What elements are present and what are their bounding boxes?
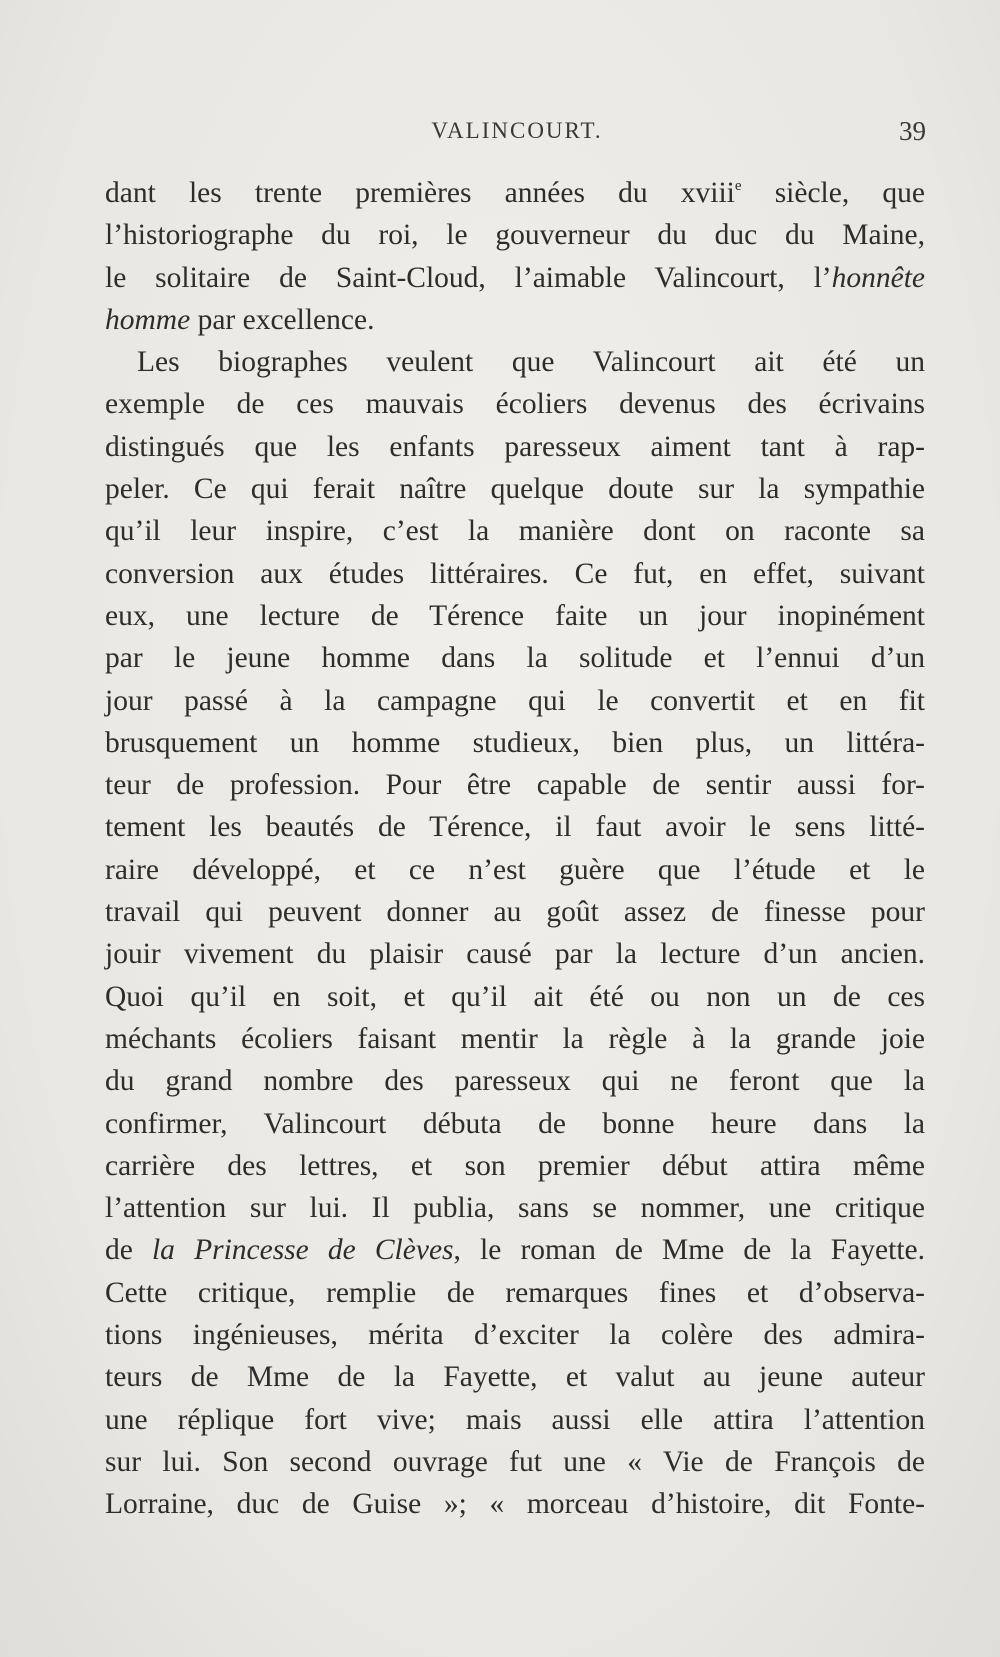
text-line xyxy=(105,680,925,722)
text-run: une réplique fort vive; mais aussi elle attira l’attention xyxy=(105,1403,925,1436)
text-line xyxy=(105,849,925,891)
text-line xyxy=(105,214,925,256)
text-line xyxy=(105,1272,925,1314)
text-line xyxy=(105,1018,925,1060)
text-line xyxy=(105,1103,925,1145)
text-run: méchants écoliers faisant mentir la règle à la grande joie xyxy=(105,1022,925,1055)
text-run: Cette critique, remplie de remarques fines et d’observa- xyxy=(105,1276,925,1309)
text-line xyxy=(105,764,925,806)
text-line xyxy=(105,426,925,468)
text-line xyxy=(105,1441,925,1483)
text-line xyxy=(105,976,925,1018)
text-run: raire développé, et ce n’est guère que l’étude et le xyxy=(105,853,925,886)
text-line xyxy=(105,1399,925,1441)
text-run: distingués que les enfants paresseux aiment tant à rap- xyxy=(105,430,925,463)
text-line xyxy=(105,891,925,933)
text-run: tions ingénieuses, mérita d’exciter la colère des admira- xyxy=(105,1319,925,1352)
text-run: brusquement un homme studieux, bien plus, un littéra- xyxy=(105,726,925,759)
text-line xyxy=(105,1145,925,1187)
text-run: teur de profession. Pour être capable de sentir aussi for- xyxy=(105,769,925,802)
text-run: conversion aux études littéraires. Ce fut, en effet, suivant xyxy=(105,557,925,590)
text-line xyxy=(105,933,925,975)
text-line xyxy=(105,806,925,848)
text-line xyxy=(105,1314,925,1356)
text-line xyxy=(105,1356,925,1398)
text-run: confirmer, Valincourt débuta de bonne heure dans la xyxy=(105,1107,925,1140)
text-line xyxy=(105,299,925,341)
text-line xyxy=(105,1229,925,1271)
text-line xyxy=(105,257,925,299)
text-line xyxy=(105,468,925,510)
text-run: jouir vivement du plaisir causé par la lecture d’un ancien. xyxy=(105,938,925,971)
text-run: teurs de Mme de la Fayette, et valut au jeune auteur xyxy=(105,1361,925,1394)
text-run: qu’il leur inspire, c’est la manière dont on raconte sa xyxy=(105,515,925,548)
text-line xyxy=(105,341,925,383)
text-run: carrière des lettres, et son premier début attira même xyxy=(105,1149,925,1182)
text-line xyxy=(105,510,925,552)
text-line xyxy=(105,1060,925,1102)
text-line xyxy=(105,595,925,637)
text-run: dant les trente premières années du xviii xyxy=(105,177,735,209)
text-run: de xyxy=(105,1234,152,1267)
superscript: e xyxy=(734,178,742,194)
italic-text: la Princesse de Clèves xyxy=(151,1234,454,1267)
running-title: VALINCOURT. xyxy=(431,118,603,143)
text-run: l’attention sur lui. Il publia, sans se nommer, une critique xyxy=(105,1192,925,1225)
text-line xyxy=(105,1483,925,1525)
body-text xyxy=(105,172,925,1526)
text-line xyxy=(105,722,925,764)
text-run: jour passé à la campagne qui le convertit et en fit xyxy=(105,684,925,717)
text-run: exemple de ces mauvais écoliers devenus des écrivains xyxy=(105,388,925,421)
text-run: Les biographes veulent que Valincourt ait été un xyxy=(137,346,925,379)
text-run: , le roman de Mme de la Fayette. xyxy=(453,1234,925,1267)
page-header xyxy=(108,118,926,158)
text-run: tement les beautés de Térence, il faut avoir le sens litté- xyxy=(105,811,925,844)
text-run: du grand nombre des paresseux qui ne feront que la xyxy=(105,1065,925,1098)
text-line xyxy=(105,637,925,679)
text-run: sur lui. Son second ouvrage fut une « Vie de François de xyxy=(105,1445,925,1478)
italic-text: homme xyxy=(105,303,191,336)
text-line xyxy=(105,553,925,595)
text-run: eux, une lecture de Térence faite un jour inopinément xyxy=(105,599,925,632)
text-run: le solitaire de Saint-Cloud, l’aimable Valincourt, l’ xyxy=(105,261,832,294)
italic-text: honnête xyxy=(831,261,925,294)
text-run: par le jeune homme dans la solitude et l’ennui d’un xyxy=(105,642,925,675)
text-line xyxy=(105,383,925,425)
text-run: Lorraine, duc de Guise »; « morceau d’histoire, dit Fonte- xyxy=(105,1488,925,1521)
text-run: travail qui peuvent donner au goût assez de finesse pour xyxy=(105,896,925,929)
text-run: siècle, que xyxy=(741,177,925,209)
text-line xyxy=(105,1187,925,1229)
text-run: l’historiographe du roi, le gouverneur du duc du Maine, xyxy=(105,219,925,252)
text-line xyxy=(105,172,925,214)
text-run: peler. Ce qui ferait naître quelque doute sur la sympathie xyxy=(105,473,925,506)
text-run: par excellence. xyxy=(190,303,375,336)
text-run: Quoi qu’il en soit, et qu’il ait été ou non un de ces xyxy=(105,980,925,1013)
page-number: 39 xyxy=(899,116,926,146)
